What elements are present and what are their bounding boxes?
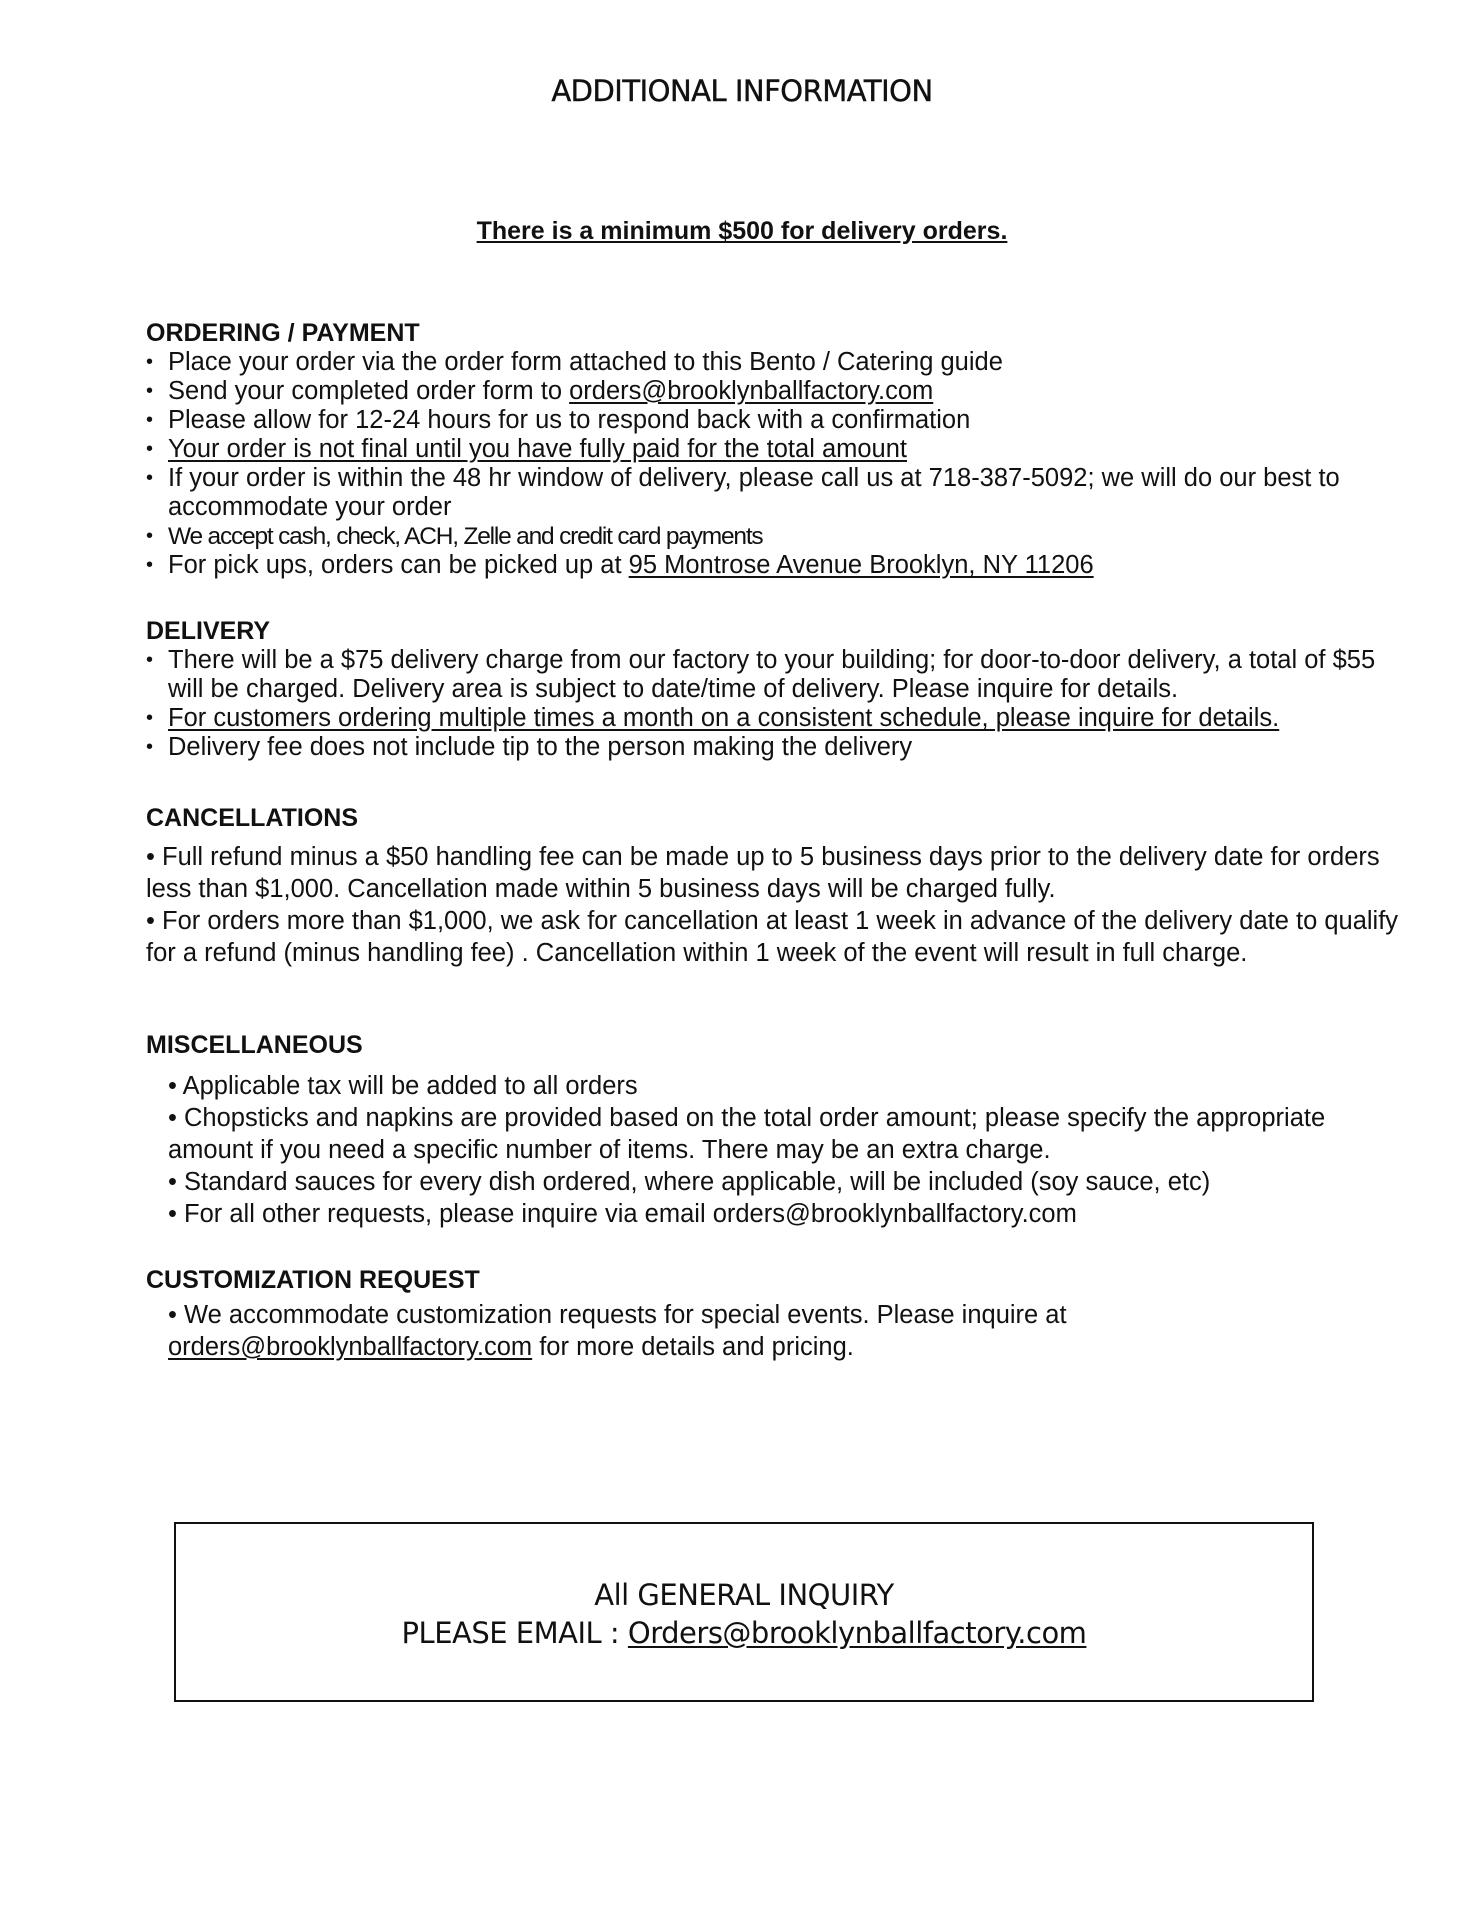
inquiry-email-prefix: PLEASE EMAIL : (401, 1616, 628, 1650)
misc-item: • Chopsticks and napkins are provided based on the total order amount; please specify the appropriate amount if you need a specific number of items. There may be an extra charge. (168, 1104, 1326, 1164)
list-item-text: Place your order via the order form attached to this Bento / Catering guide (168, 348, 1003, 376)
list-item-text: For customers ordering multiple times a month on a consistent schedule, please inquire for details. (168, 704, 1280, 732)
list-item-text: Send your completed order form to (168, 377, 570, 405)
customization-text: • We accommodate customization requests for special events. Please inquire at (168, 1301, 1067, 1329)
customization-suffix: for more details and pricing. (532, 1333, 854, 1361)
customization-section (146, 1265, 1406, 1363)
misc-item: • Standard sauces for every dish ordered, where applicable, will be included (soy sauce, etc) (168, 1168, 1211, 1196)
inquiry-email-link[interactable]: Orders@brooklynballfactory.com (627, 1616, 1087, 1650)
customization-heading: CUSTOMIZATION REQUEST (146, 1266, 480, 1294)
customization-text-line2 (168, 1331, 1406, 1363)
order-email-link[interactable]: orders@brooklynballfactory.com (569, 377, 934, 405)
delivery-list (146, 646, 1406, 762)
misc-item: • Applicable tax will be added to all orders (168, 1072, 638, 1100)
customization-email-link[interactable]: orders@brooklynballfactory.com (168, 1333, 533, 1361)
miscellaneous-section (146, 1030, 1406, 1230)
list-item (146, 551, 1406, 580)
ordering-payment-section (146, 318, 1406, 580)
list-item-text: For pick ups, orders can be picked up at (168, 551, 629, 579)
list-item-text: Delivery fee does not include tip to the person making the delivery (168, 733, 913, 761)
miscellaneous-heading: MISCELLANEOUS (146, 1031, 363, 1059)
list-item-text: We accept cash, check, ACH, Zelle and credit card payments (168, 523, 763, 550)
list-item-text: There will be a $75 delivery charge from our factory to your building; for door-to-door delivery, a total of $55 will be charged. Delivery area is subject to date/time of delivery. Please inquire for details. (168, 646, 1376, 703)
list-item-text: Your order is not final until you have fully paid for the total amount (168, 435, 908, 463)
list-item (146, 377, 1406, 406)
list-item (146, 704, 1406, 733)
list-item (146, 733, 1406, 762)
cancellation-paragraph: • Full refund minus a $50 handling fee can be made up to 5 business days prior to the delivery date for orders less than $1,000. Cancellation made within 5 business days will be charged fully. (146, 843, 1380, 903)
page-title: ADDITIONAL INFORMATION (551, 74, 933, 108)
misc-item: • For all other requests, please inquire via email orders@brooklynballfactory.com (168, 1200, 1077, 1228)
cancellation-paragraph: • For orders more than $1,000, we ask for cancellation at least 1 week in advance of the delivery date to qualify for a refund (minus handling fee) . Cancellation within 1 week of the event will result in full charge. (146, 907, 1399, 967)
delivery-heading: DELIVERY (146, 617, 271, 645)
ordering-heading: ORDERING / PAYMENT (146, 319, 420, 347)
list-item (146, 464, 1406, 522)
inquiry-title: All GENERAL INQUIRY (594, 1578, 894, 1612)
list-item (146, 435, 1406, 464)
list-item (146, 522, 1406, 551)
list-item-text: Please allow for 12-24 hours for us to respond back with a confirmation (168, 406, 971, 434)
ordering-list (146, 348, 1406, 580)
list-item (146, 348, 1406, 377)
list-item-text: If your order is within the 48 hr window of delivery, please call us at 718-387-5092; we will do our best to accommodate your order (168, 464, 1340, 521)
delivery-section (146, 616, 1406, 762)
inquiry-email-line (176, 1614, 1312, 1652)
cancellations-heading: CANCELLATIONS (146, 804, 359, 832)
general-inquiry-box (174, 1522, 1314, 1702)
list-item (146, 406, 1406, 435)
pickup-address-link[interactable]: 95 Montrose Avenue Brooklyn, NY 11206 (628, 551, 1094, 579)
list-item (146, 646, 1406, 704)
cancellations-section (146, 803, 1406, 969)
minimum-order-notice: There is a minimum $500 for delivery orders. (476, 217, 1008, 245)
